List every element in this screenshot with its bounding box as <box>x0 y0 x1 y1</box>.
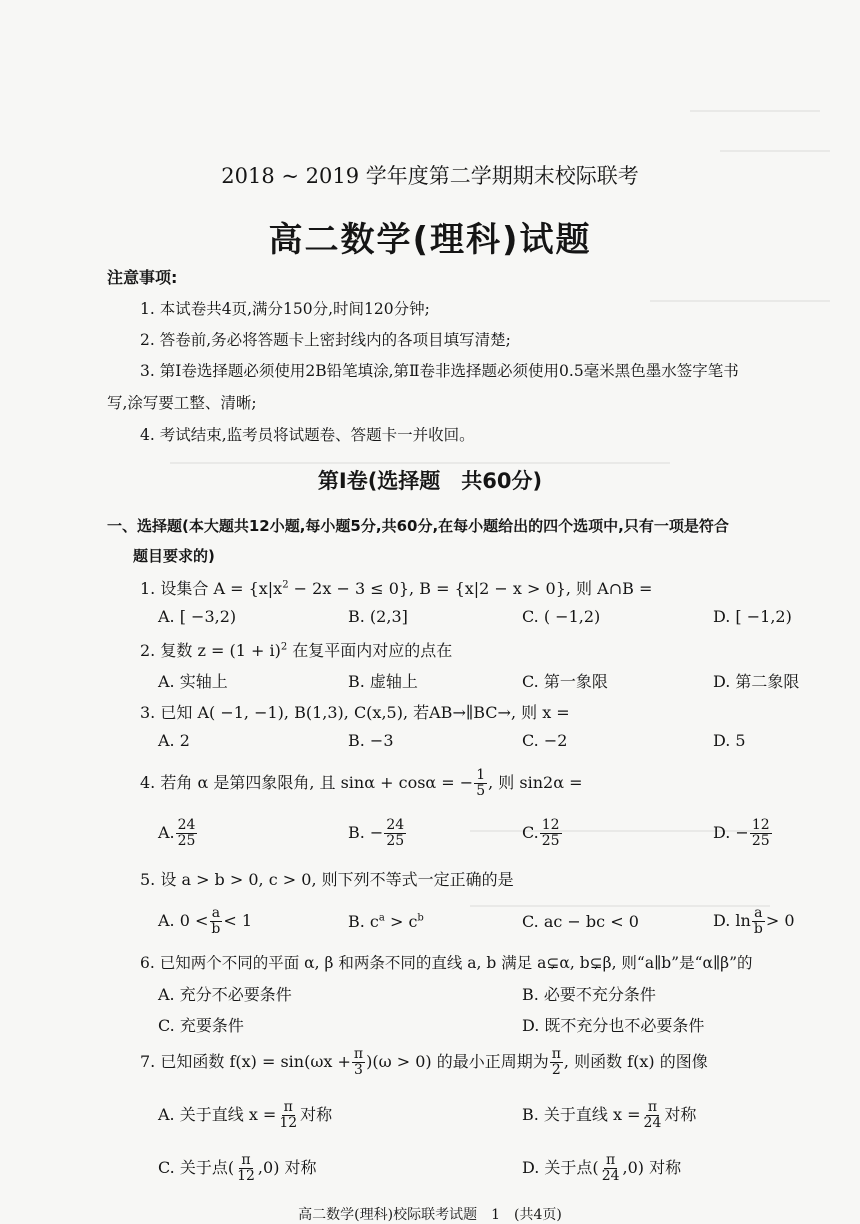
q7-option-d: D. 关于点( $\frac{\pi}{24}$ ,0) 对称 <box>522 1152 682 1184</box>
q3-option-a: A. 2 <box>158 731 190 750</box>
question-7: 7. 已知函数 f(x) = sin(ωx + $\frac{\pi}{3}$ )(ω > 0) 的最小正周期为 $\frac{\pi}{2}$ , 则函数 f(x) 的图像 <box>140 1046 708 1078</box>
q1-option-d: D. [ −1,2) <box>713 607 792 626</box>
section-title: 第Ⅰ卷(选择题 共60分) <box>317 469 543 493</box>
section-instruction: 一、选择题(本大题共12小题,每小题5分,共60分,在每小题给出的四个选项中,只有一项是符合 <box>107 517 729 535</box>
q7-option-c: C. 关于点( $\frac{\pi}{12}$ ,0) 对称 <box>158 1152 317 1184</box>
q1-option-c: C. ( −1,2) <box>522 607 601 626</box>
q3-option-d: D. 5 <box>713 731 746 750</box>
q5-option-d: D. ln $\frac{a}{b}$ > 0 <box>713 905 795 937</box>
question-2: 2. 复数 $z = (1 + i)^2$ 在复平面内对应的点在 <box>140 641 453 660</box>
notice-item: 3. 第Ⅰ卷选择题必须使用2B铅笔填涂,第Ⅱ卷非选择题必须使用0.5毫米黑色墨水签字笔书 <box>140 362 739 380</box>
notice-item: 1. 本试卷共4页,满分150分,时间120分钟; <box>140 300 430 318</box>
q6-option-d: D. 既不充分也不必要条件 <box>522 1016 705 1035</box>
question-4: 4. 若角 α 是第四象限角, 且 sinα + cosα = − $\frac{1}{5}$ , 则 sin2α = <box>140 767 583 799</box>
notice-item: 写,涂写要工整、清晰; <box>107 394 257 412</box>
question-6: 6. 已知两个不同的平面 α, β 和两条不同的直线 a, b 满足 a⊊α, b⊊β, 则“a∥b”是“α∥β”的 <box>140 954 753 972</box>
q6-option-c: C. 充要条件 <box>158 1016 244 1035</box>
q4-option-d: D. − $\frac{12}{25}$ <box>713 817 770 849</box>
question-3: 3. 已知 A( −1, −1), B(1,3), C(x,5), 若AB→∥BC→, 则 x = <box>140 703 570 722</box>
q1-option-b: B. (2,3] <box>348 607 408 626</box>
q2-option-b: B. 虚轴上 <box>348 672 418 691</box>
notice-title: 注意事项: <box>107 268 178 287</box>
q6-option-a: A. 充分不必要条件 <box>158 985 292 1004</box>
page-footer: 高二数学(理科)校际联考试题 1 (共4页) <box>298 1207 562 1223</box>
q4-option-a: A. $\frac{24}{25}$ <box>158 817 196 849</box>
exam-subtitle: 2018 ~ 2019 学年度第二学期期末校际联考 <box>221 164 639 188</box>
notice-item: 2. 答卷前,务必将答题卡上密封线内的各项目填写清楚; <box>140 331 511 349</box>
q5-option-c: C. ac − bc < 0 <box>522 912 639 931</box>
q6-option-b: B. 必要不充分条件 <box>522 985 656 1004</box>
notice-item: 4. 考试结束,监考员将试题卷、答题卡一并收回。 <box>140 426 475 444</box>
q2-option-c: C. 第一象限 <box>522 672 608 691</box>
exam-title: 高二数学(理科)试题 <box>268 220 592 260</box>
q1-option-a: A. [ −3,2) <box>158 607 237 626</box>
q5-option-b: B. $c^a > c^b$ <box>348 912 424 931</box>
q7-option-a: A. 关于直线 x = $\frac{\pi}{12}$ 对称 <box>158 1099 333 1131</box>
q4-option-c: C. $\frac{12}{25}$ <box>522 817 560 849</box>
q3-option-b: B. −3 <box>348 731 394 750</box>
q4-option-b: B. − $\frac{24}{25}$ <box>348 817 405 849</box>
q2-option-d: D. 第二象限 <box>713 672 800 691</box>
q7-option-b: B. 关于直线 x = $\frac{\pi}{24}$ 对称 <box>522 1099 697 1131</box>
section-instruction-cont: 题目要求的) <box>133 547 215 565</box>
q2-option-a: A. 实轴上 <box>158 672 228 691</box>
q5-option-a: A. 0 < $\frac{a}{b}$ < 1 <box>158 905 253 937</box>
question-5: 5. 设 a > b > 0, c > 0, 则下列不等式一定正确的是 <box>140 870 514 889</box>
question-1: 1. 设集合 $A = \{x|x^2 - 2x - 3 \le 0\}$, B = {x|2 − x > 0}, 则 A∩B = <box>140 579 653 598</box>
q3-option-c: C. −2 <box>522 731 568 750</box>
